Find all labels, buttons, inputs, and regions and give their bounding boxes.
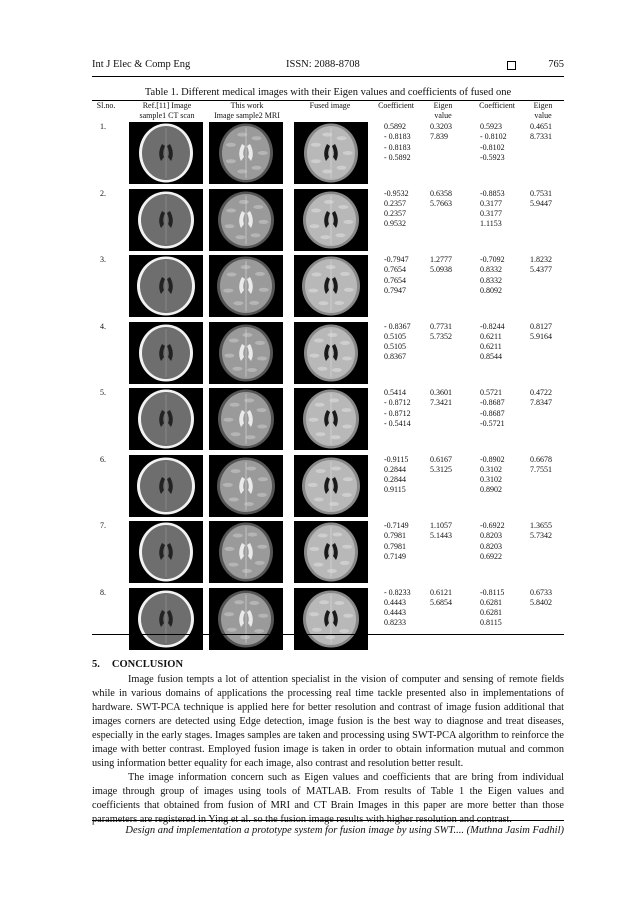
table-row xyxy=(92,122,564,184)
header-rule xyxy=(92,76,564,77)
cell-value: - 0.8367 xyxy=(384,321,411,331)
cell-value: 0.8115 xyxy=(480,618,502,628)
cell-value: 5.7663 xyxy=(430,198,452,208)
cell-value: 0.8544 xyxy=(480,352,502,362)
eigen-col-1 xyxy=(430,455,452,476)
cell-value: -0.8853 xyxy=(480,188,505,198)
header-coef1: Coefficient xyxy=(378,101,414,110)
cell-value: 0.2357 xyxy=(384,209,406,219)
cell-value: 0.6922 xyxy=(480,551,502,561)
mri-image xyxy=(209,388,283,450)
ct-scan-image xyxy=(129,189,203,251)
cell-value: - 0.8712 xyxy=(384,408,411,418)
ct-scan-image xyxy=(129,122,203,184)
checkbox-square-icon xyxy=(507,61,516,70)
cell-value: 5.4377 xyxy=(530,265,552,275)
cell-value: 0.3102 xyxy=(480,464,502,474)
table-row xyxy=(92,322,564,384)
mri-image xyxy=(209,255,283,317)
ct-scan-image xyxy=(129,521,203,583)
ct-scan-image xyxy=(129,588,203,650)
cell-value: 0.6733 xyxy=(530,587,552,597)
cell-value: -0.8687 xyxy=(480,398,505,408)
cell-value: 0.6678 xyxy=(530,454,552,464)
cell-value: -0.5923 xyxy=(480,152,505,162)
coefficient-col-1 xyxy=(384,588,411,629)
mri-image xyxy=(209,322,283,384)
table-row xyxy=(92,255,564,317)
cell-value: 0.8902 xyxy=(480,485,502,495)
footer-rule xyxy=(92,820,564,821)
table-row xyxy=(92,388,564,450)
eigen-col-1 xyxy=(430,255,452,276)
cell-value: -0.9115 xyxy=(384,454,409,464)
cell-value: 0.8233 xyxy=(384,618,406,628)
eigen-col-1 xyxy=(430,322,452,343)
cell-value: 5.3125 xyxy=(430,464,452,474)
footer-citation: Design and implementation a prototype system for fusion image by using SWT.... (Muthna Jasim Fadhil) xyxy=(125,825,564,836)
cell-value: - 0.5414 xyxy=(384,418,411,428)
cell-value: 0.6358 xyxy=(430,188,452,198)
section-number: 5. xyxy=(92,659,100,670)
cell-value: 7.839 xyxy=(430,132,448,142)
eigen-col-1 xyxy=(430,189,452,210)
section-heading xyxy=(92,659,195,670)
coefficient-col-2 xyxy=(480,255,505,296)
fused-image xyxy=(294,122,368,184)
coefficient-col-1 xyxy=(384,322,411,363)
cell-value: 5.1443 xyxy=(430,531,452,541)
cell-value: 1.8232 xyxy=(530,255,552,264)
cell-value: 1.1153 xyxy=(480,219,502,229)
eigen-col-2 xyxy=(530,322,552,343)
cell-value: 0.7531 xyxy=(530,188,552,198)
cell-value: 5.7352 xyxy=(430,331,452,341)
cell-value: 0.3102 xyxy=(480,475,502,485)
mri-image xyxy=(209,588,283,650)
eigen-col-2 xyxy=(530,122,552,143)
header-coef2: Coefficient xyxy=(479,101,515,110)
cell-value: 0.3601 xyxy=(430,388,452,397)
fused-image xyxy=(294,521,368,583)
cell-value: 0.7981 xyxy=(384,531,406,541)
coefficient-col-1 xyxy=(384,122,411,163)
coefficient-col-1 xyxy=(384,189,409,230)
ct-scan-image xyxy=(129,455,203,517)
row-number: 6. xyxy=(100,454,106,464)
row-number: 5. xyxy=(100,388,106,397)
eigen-col-2 xyxy=(530,255,552,276)
cell-value: 1.3655 xyxy=(530,521,552,530)
paragraph-1: Image fusion tempts a lot of attention specialist in the vision of computer and sensing of remote fields while in various domains of applications the processing real time tackle presented also in implementations of hardware. SWT-PCA technique is applied here for better resolution and contrast of image fusion additional that images corners are detected using Edge detection, image fusion is the best way to diagnose and treat diseases, especially in the early stages. Images samples are taken and processing using SWT-PCA algorithm to reinforce the image with better contrast. Employed fusion image is taken in order to obtain information mutual and common using information better equality for each image, also contrast and resolution better result. xyxy=(92,674,564,769)
journal-name: Int J Elec & Comp Eng xyxy=(92,59,191,70)
cell-value: -0.8102 xyxy=(480,142,505,152)
running-header xyxy=(92,59,564,73)
fused-image xyxy=(294,189,368,251)
header-eig1: Eigen value xyxy=(433,101,453,120)
cell-value: 0.3203 xyxy=(430,122,452,131)
header-ref: Ref.[11] Image sample1 CT scan xyxy=(139,101,195,120)
cell-value: 0.8332 xyxy=(480,275,502,285)
issn: ISSN: 2088-8708 xyxy=(286,59,360,70)
cell-value: 0.4722 xyxy=(530,388,552,397)
cell-value: 5.6854 xyxy=(430,597,452,607)
row-number: 7. xyxy=(100,521,106,530)
coefficient-col-1 xyxy=(384,521,409,562)
fused-image xyxy=(294,388,368,450)
cell-value: -0.7092 xyxy=(480,255,505,264)
cell-value: -0.8687 xyxy=(480,408,505,418)
cell-value: 0.8332 xyxy=(480,265,502,275)
header-slno: Sl.no. xyxy=(96,101,116,110)
coefficient-col-2 xyxy=(480,455,505,496)
cell-value: 0.4651 xyxy=(530,122,552,131)
cell-value: 0.7981 xyxy=(384,541,406,551)
cell-value: 0.6281 xyxy=(480,597,502,607)
cell-value: 0.5892 xyxy=(384,122,406,131)
cell-value: - 0.8102 xyxy=(480,132,507,142)
row-number: 4. xyxy=(100,321,106,331)
conclusion-body xyxy=(92,673,564,827)
cell-value: 0.8203 xyxy=(480,541,502,551)
cell-value: 0.5105 xyxy=(384,342,406,352)
cell-value: 0.9532 xyxy=(384,219,406,229)
cell-value: -0.8244 xyxy=(480,321,505,331)
cell-value: -0.8115 xyxy=(480,587,505,597)
coefficient-col-2 xyxy=(480,588,504,629)
row-number: 3. xyxy=(100,255,106,264)
cell-value: 5.9447 xyxy=(530,198,552,208)
cell-value: 0.7731 xyxy=(430,321,452,331)
cell-value: -0.7149 xyxy=(384,521,409,530)
fused-image xyxy=(294,322,368,384)
ct-scan-image xyxy=(129,255,203,317)
cell-value: 7.8347 xyxy=(530,398,552,408)
cell-value: 0.5105 xyxy=(384,331,406,341)
eigen-col-2 xyxy=(530,588,552,609)
coefficient-col-2 xyxy=(480,122,507,163)
mri-image xyxy=(209,122,283,184)
cell-value: 5.0938 xyxy=(430,265,452,275)
header-fused: Fused image xyxy=(309,101,351,110)
coefficient-col-2 xyxy=(480,521,505,562)
cell-value: -0.6922 xyxy=(480,521,505,530)
cell-value: 0.7947 xyxy=(384,285,406,295)
cell-value: 0.3177 xyxy=(480,198,502,208)
fused-image xyxy=(294,588,368,650)
cell-value: 0.8127 xyxy=(530,321,552,331)
cell-value: 0.8092 xyxy=(480,285,502,295)
eigen-col-2 xyxy=(530,455,552,476)
ct-scan-image xyxy=(129,388,203,450)
cell-value: 0.6211 xyxy=(480,342,502,352)
header-eig2: Eigen value xyxy=(533,101,553,120)
cell-value: -0.8902 xyxy=(480,454,505,464)
coefficient-col-2 xyxy=(480,388,505,429)
fused-image xyxy=(294,455,368,517)
eigen-col-2 xyxy=(530,388,552,409)
coefficient-col-1 xyxy=(384,455,408,496)
cell-value: 0.6281 xyxy=(480,608,502,618)
cell-value: 0.5721 xyxy=(480,388,502,397)
eigen-col-2 xyxy=(530,189,552,210)
row-number: 1. xyxy=(100,122,106,131)
fused-image xyxy=(294,255,368,317)
eigen-col-1 xyxy=(430,122,452,143)
cell-value: 5.7342 xyxy=(530,531,552,541)
eigen-col-1 xyxy=(430,388,452,409)
cell-value: -0.7947 xyxy=(384,255,409,264)
cell-value: 0.5923 xyxy=(480,122,502,131)
cell-value: 5.9164 xyxy=(530,331,552,341)
eigen-col-1 xyxy=(430,521,452,542)
cell-value: - 0.8183 xyxy=(384,132,411,142)
cell-value: - 0.5892 xyxy=(384,152,411,162)
cell-value: 7.7551 xyxy=(530,464,552,474)
header-this-work: This work Image sample2 MRI xyxy=(214,101,280,120)
cell-value: -0.9532 xyxy=(384,188,409,198)
table-row xyxy=(92,588,564,650)
table-row xyxy=(92,189,564,251)
cell-value: -0.5721 xyxy=(480,418,505,428)
cell-value: 0.4443 xyxy=(384,597,406,607)
cell-value: 0.2844 xyxy=(384,464,406,474)
ct-scan-image xyxy=(129,322,203,384)
mri-image xyxy=(209,189,283,251)
cell-value: 8.7331 xyxy=(530,132,552,142)
coefficient-col-2 xyxy=(480,189,505,230)
table-bottom-rule xyxy=(92,634,564,635)
mri-image xyxy=(209,455,283,517)
cell-value: - 0.8233 xyxy=(384,587,411,597)
paragraph-2: The image information concern such as Eigen values and coefficients that are bring from individual image through group of images using tools of MATLAB. From results of Table 1 the Eigen values and coefficients that obtained from fusion of MRI and CT Brain Images in this paper are more better than those parameters are registered in Ying et al. so the fusion image results with higher resolution and contrast. xyxy=(92,772,564,825)
coefficient-col-1 xyxy=(384,388,411,429)
page-number: 765 xyxy=(548,59,564,70)
eigen-col-1 xyxy=(430,588,452,609)
cell-value: 0.4443 xyxy=(384,608,406,618)
eigen-col-2 xyxy=(530,521,552,542)
cell-value: 0.7654 xyxy=(384,265,406,275)
cell-value: - 0.8183 xyxy=(384,142,411,152)
table-row xyxy=(92,455,564,517)
section-title: CONCLUSION xyxy=(111,659,184,670)
coefficient-col-2 xyxy=(480,322,505,363)
table-row xyxy=(92,521,564,583)
cell-value: - 0.8712 xyxy=(384,398,411,408)
cell-value: 0.7654 xyxy=(384,275,406,285)
cell-value: 0.6167 xyxy=(430,454,452,464)
cell-value: 1.1057 xyxy=(430,521,452,530)
cell-value: 0.6211 xyxy=(480,331,502,341)
cell-value: 0.2357 xyxy=(384,198,406,208)
row-number: 2. xyxy=(100,188,106,198)
row-number: 8. xyxy=(100,587,106,597)
cell-value: 0.6121 xyxy=(430,587,452,597)
cell-value: 7.3421 xyxy=(430,398,452,408)
cell-value: 0.8203 xyxy=(480,531,502,541)
coefficient-col-1 xyxy=(384,255,409,296)
cell-value: 1.2777 xyxy=(430,255,452,264)
cell-value: 0.8367 xyxy=(384,352,406,362)
cell-value: 0.2844 xyxy=(384,475,406,485)
cell-value: 0.9115 xyxy=(384,485,406,495)
mri-image xyxy=(209,521,283,583)
cell-value: 0.3177 xyxy=(480,209,502,219)
cell-value: 0.5414 xyxy=(384,388,406,397)
cell-value: 0.7149 xyxy=(384,551,406,561)
cell-value: 5.8402 xyxy=(530,597,552,607)
table-caption: Table 1. Different medical images with their Eigen values and coefficients of fused one xyxy=(144,87,512,98)
